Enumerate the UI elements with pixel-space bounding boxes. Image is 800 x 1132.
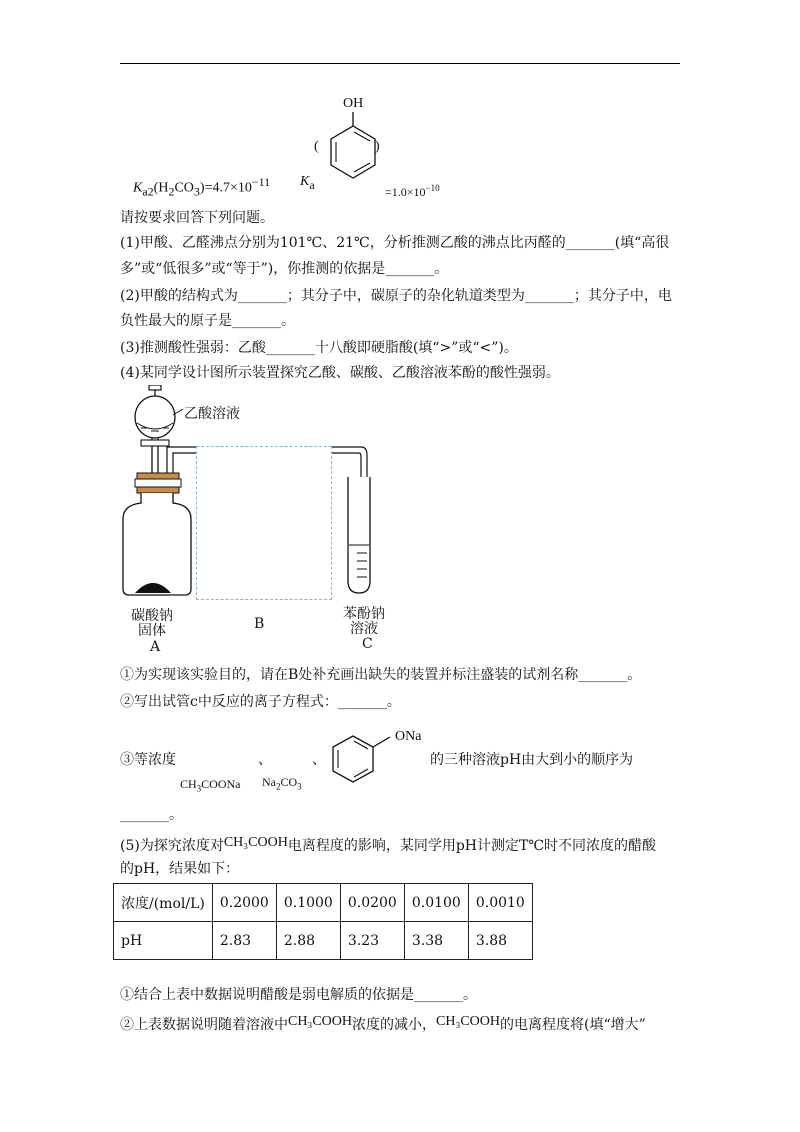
ka2-species-2: CO <box>174 180 194 196</box>
table-row <box>114 922 533 960</box>
table-cell: 0.1000 <box>276 884 340 922</box>
apparatus-a-label-2: 固体 <box>138 623 166 639</box>
question-5-line-1 <box>120 833 656 856</box>
ka-exponent: −10 <box>425 183 440 193</box>
ka-subscript: a <box>309 177 315 192</box>
question-5-text-a: (5)为探究浓度对 <box>120 838 224 854</box>
table-cell: 2.83 <box>212 922 276 960</box>
ka2-exponent: −11 <box>251 175 271 189</box>
question-4-3-answer: _______。 <box>120 807 183 823</box>
ka2-symbol: K <box>133 180 143 196</box>
question-5-2-text-b: 浓度的减小， <box>352 1017 436 1033</box>
table-cell: 0.0100 <box>404 884 468 922</box>
sodium-phenoxide-ring-icon <box>328 728 402 798</box>
question-4: (4)某同学设计图所示装置探究乙酸、碳酸、乙酸溶液苯酚的酸性强弱。 <box>120 365 560 381</box>
question-5-2 <box>120 1012 646 1035</box>
formula-part: COONa <box>201 777 241 791</box>
ka-value-wrap <box>385 178 440 202</box>
question-4-3-suffix: 的三种溶液pH由大到小的顺序为 <box>430 752 634 768</box>
ka2-value: )=4.7×10 <box>199 180 252 196</box>
question-1-line-2: 多”或“低很多”或“等于”)，你推测的依据是_______。 <box>120 261 449 277</box>
ka-paren-left: ( <box>314 139 319 154</box>
apparatus-a-label-1: 碳酸钠 <box>131 608 173 624</box>
table-header-concentration: 浓度/(mol/L) <box>114 884 213 922</box>
header-rule <box>120 63 680 64</box>
intro-text: 请按要求回答下列问题。 <box>120 210 274 226</box>
question-1-line-1: (1)甲酸、乙醛沸点分别为101℃、21℃，分析推测乙酸的沸点比丙醛的_______(填“高很 <box>120 235 670 251</box>
question-5-chem: CH₃COOH <box>223 835 288 850</box>
ka2-expression: $K_{a2}(H_2CO_3)=4.7\times 10^{-11}$ <box>133 175 271 199</box>
table-cell: 0.0200 <box>340 884 404 922</box>
question-2-line-1: (2)甲酸的结构式为_______；其分子中，碳原子的杂化轨道类型为_______；其分子中，电 <box>120 288 672 304</box>
question-5-text-b: 电离程度的影响，某同学用pH计测定T℃时不同浓度的醋酸 <box>287 838 657 854</box>
ka-symbol-wrap <box>300 172 315 195</box>
ka-symbol: K <box>300 174 310 189</box>
table-row <box>114 884 533 922</box>
funnel-label: 乙酸溶液 <box>184 406 240 422</box>
apparatus-c-letter: C <box>362 636 373 652</box>
formula-sub: 2 <box>276 781 281 792</box>
apparatus-a-letter: A <box>150 639 161 655</box>
table-cell: 3.38 <box>404 922 468 960</box>
question-4-3-separator-2: 、 <box>312 752 326 768</box>
question-2-line-2: 负性最大的原子是_______。 <box>120 313 295 329</box>
formula-sub: 3 <box>297 781 302 792</box>
ka-value: =1.0×10 <box>385 185 426 199</box>
table-header-ph: pH <box>114 922 213 960</box>
apparatus-b-letter: B <box>254 616 265 632</box>
ka2-subscript: a2 <box>142 184 154 199</box>
formula-sub: 3 <box>196 783 202 794</box>
table-cell: 3.88 <box>468 922 532 960</box>
question-3: (3)推测酸性强弱：乙酸_______十八酸即硬脂酸(填“>”或“<”)。 <box>120 340 518 356</box>
question-5-2-text-c: 的电离程度将(填“增大” <box>500 1017 646 1033</box>
apparatus-c-label-2: 溶液 <box>350 621 378 637</box>
question-5-2-text-a: ②上表数据说明随着溶液中 <box>120 1017 288 1033</box>
formula-part: Na <box>262 775 276 789</box>
apparatus-b-placeholder <box>196 446 332 600</box>
phenol-ring-icon <box>318 110 378 192</box>
table-cell: 0.2000 <box>212 884 276 922</box>
sodium-acetate-formula <box>180 774 241 798</box>
question-5-1: ①结合上表中数据说明醋酸是弱电解质的依据是_______。 <box>120 987 477 1003</box>
question-4-1: ①为实现该实验目的，请在B处补充画出缺失的装置并标注盛装的试剂名称_______。 <box>120 667 642 683</box>
question-4-3-prefix: ③等浓度 <box>120 752 176 768</box>
question-4-2: ②写出试管c中反应的离子方程式：_______。 <box>120 694 401 710</box>
apparatus-c-label-1: 苯酚钠 <box>343 606 385 622</box>
concentration-ph-table <box>113 883 533 960</box>
sodium-carbonate-formula <box>262 772 302 796</box>
table-cell: 2.88 <box>276 922 340 960</box>
table-cell: 3.23 <box>340 922 404 960</box>
question-5-2-chem-1: CH₃COOH <box>288 1014 352 1029</box>
question-4-3-separator-1: 、 <box>258 752 272 768</box>
formula-part: CH <box>180 777 197 791</box>
ka-paren-right: ) <box>375 139 380 154</box>
ka2-species-1: (H <box>153 180 169 196</box>
table-cell: 0.0010 <box>468 884 532 922</box>
question-5-2-chem-2: CH₃COOH <box>436 1014 500 1029</box>
formula-part: CO <box>280 775 298 789</box>
phenol-oh-label: OH <box>343 96 364 111</box>
ona-label: ONa <box>395 729 422 744</box>
question-5-line-2: 的pH，结果如下： <box>120 861 240 877</box>
